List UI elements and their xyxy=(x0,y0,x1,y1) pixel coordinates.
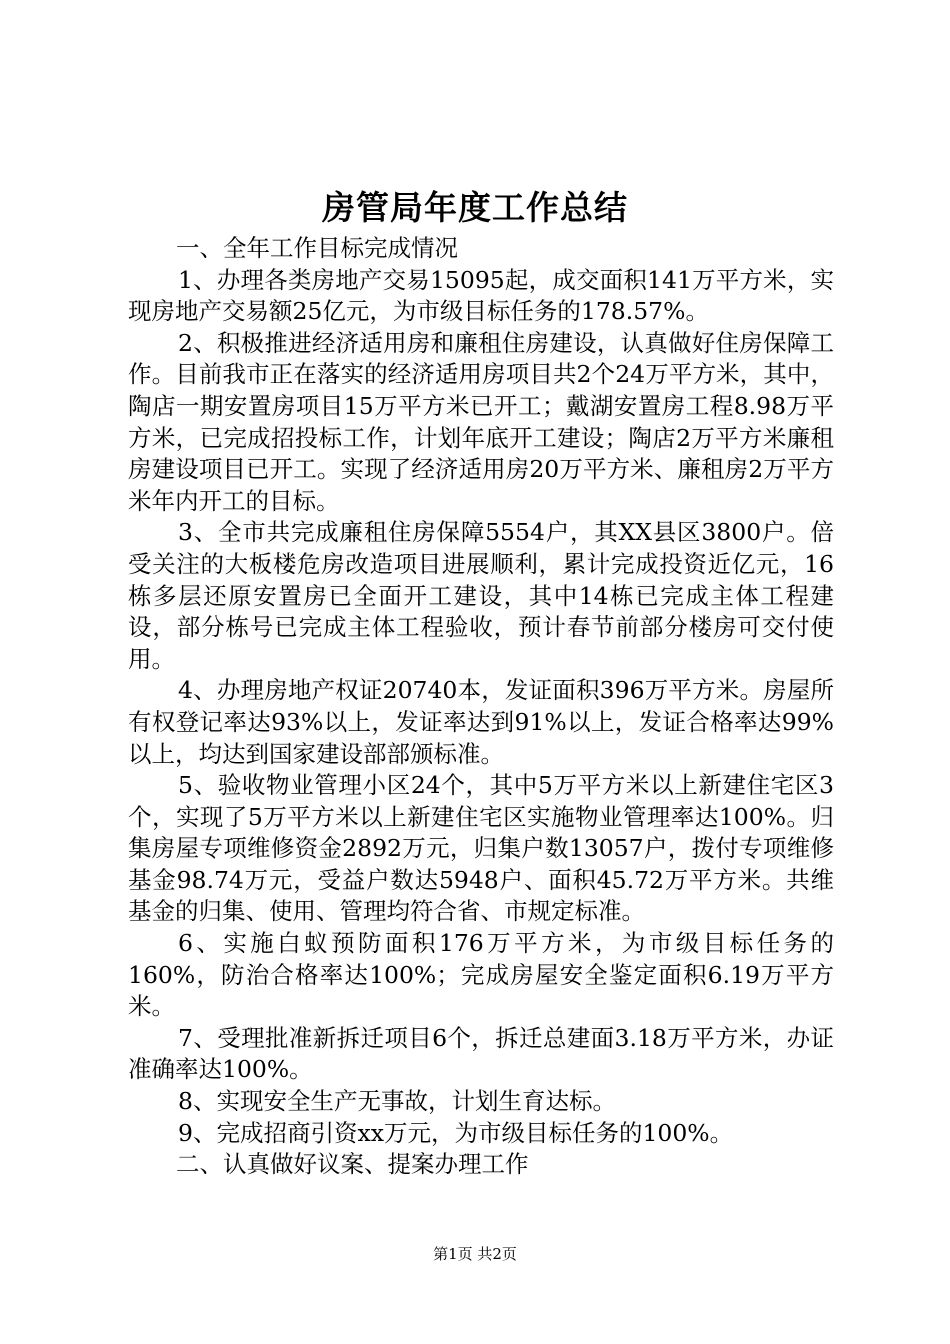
paragraph-7: 7、受理批准新拆迁项目6个，拆迁总建面3.18万平方米，办证准确率达100%。 xyxy=(128,1023,834,1084)
paragraph-2: 2、积极推进经济适用房和廉租住房建设，认真做好住房保障工作。目前我市正在落实的经济适用房项目共2个24万平方米，其中，陶店一期安置房项目15万平方米已开工；戴湖安置房工程8.98万平方米，已完成招投标工作，计划年底开工建设；陶店2万平方米廉租房建设项目已开工。实现了经济适用房20万平方米、廉租房2万平方米年内开工的目标。 xyxy=(128,328,834,515)
section-heading-1: 一、全年工作目标完成情况 xyxy=(176,234,458,262)
section-heading-2: 二、认真做好议案、提案办理工作 xyxy=(176,1150,529,1179)
paragraph-4: 4、办理房地产权证20740本，发证面积396万平方米。房屋所有权登记率达93%以上，发证率达到91%以上，发证合格率达99%以上，均达到国家建设部部颁标准。 xyxy=(128,676,834,768)
paragraph-9: 9、完成招商引资xx万元，为市级目标任务的100%。 xyxy=(178,1118,734,1147)
paragraph-3: 3、全市共完成廉租住房保障5554户，其XX县区3800户。倍受关注的大板楼危房改造项目进展顺利，累计完成投资近亿元，16栋多层还原安置房已全面开工建设，其中14栋已完成主体工程建设，部分栋号已完成主体工程验收，预计春节前部分楼房可交付使用。 xyxy=(128,518,834,673)
paragraph-5: 5、验收物业管理小区24个，其中5万平方米以上新建住宅区3个，实现了5万平方米以上新建住宅区实施物业管理率达100%。归集房屋专项维修资金2892万元，归集户数13057户，拨付专项维修基金98.74万元，受益户数达5948户、面积45.72万平方米。共维基金的归集、使用、管理均符合省、市规定标准。 xyxy=(128,771,834,926)
paragraph-1: 1、办理各类房地产交易15095起，成交面积141万平方米，实现房地产交易额25亿元，为市级目标任务的178.57%。 xyxy=(128,265,834,326)
paragraph-6: 6、实施白蚁预防面积176万平方米，为市级目标任务的160%，防治合格率达100%；完成房屋安全鉴定面积6.19万平方米。 xyxy=(128,929,834,1021)
paragraph-8: 8、实现安全生产无事故，计划生育达标。 xyxy=(178,1087,616,1116)
document-body xyxy=(128,233,834,1181)
page-title: 房管局年度工作总结 xyxy=(322,188,628,227)
page-footer: 第1页 共2页 xyxy=(433,1245,517,1263)
